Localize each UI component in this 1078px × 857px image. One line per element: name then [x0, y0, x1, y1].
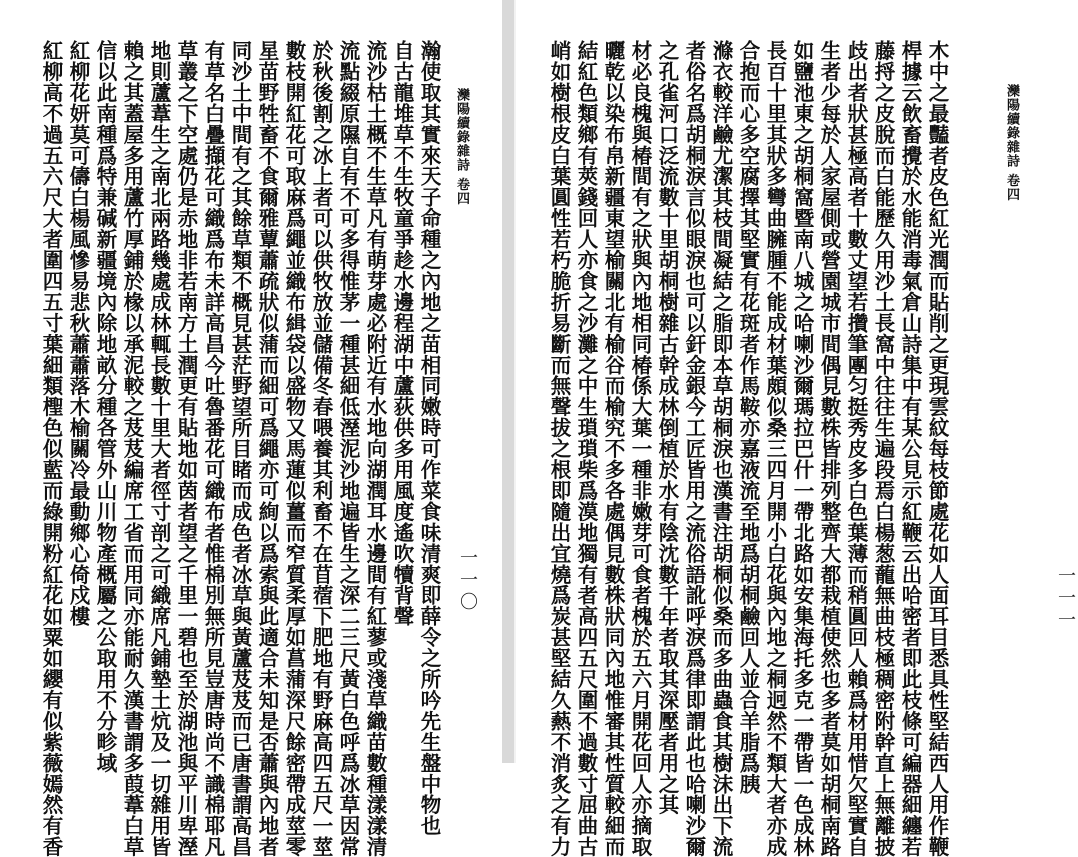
text-column: 紅柳花妍莫可儔白楊風慘易悲秋蕭蕭落木榆關冷最動鄉心倚戍樓: [66, 40, 90, 627]
left-page: [0, 0, 502, 857]
text-column: 生者少每於人家屋側或營園城市間偶見數株皆排列整齊大都栽植使然也多者莫如胡桐南路: [817, 40, 841, 857]
text-column: 曬乾以染布帛新疆東望榆關北有榆谷而榆究不多各處偶見數株狀同內地惟審其性質較細而: [601, 40, 625, 857]
text-column: 材必良槐與椿間有之狀與內地相同椿係大葉一種非嫩芽可食者槐於五六月開花回人亦摘取: [628, 40, 652, 857]
text-column: 有草名白疊擷花可織爲布未詳高昌今吐魯番花可織布者惟棉別無所見豈唐時尚不識棉耶凡: [201, 40, 225, 857]
text-column: 紅柳高不過五六尺大者圍四五寸葉細類檉色似藍而綠開粉紅花如粟如纓有似紫薇嫣然有香: [39, 40, 63, 857]
right-page: [516, 0, 1076, 857]
left-page-text: [38, 40, 442, 857]
text-column: 流點綴原隰自有不可多得惟茅一種甚細低溼泥沙地遍皆生之深二三尺黃白色呼爲冰草因常: [336, 40, 360, 857]
text-column: 地則蘆葦生之南北兩路幾處成林輒長數十里大者徑寸剖之可織席凡鋪墊土炕及一切雜用皆: [147, 40, 171, 857]
text-column: 數枝開紅花可取麻爲繩並織布緝袋以盛物又馬蓮似薑而窄質柔厚如菖蒲深尺餘密帶成莖零: [282, 40, 306, 857]
text-column: 同沙土中間有之其餘草類不概見甚茫野望所目睹而成色者冰草與黃蘆芨芨而已唐書謂高昌: [228, 40, 252, 857]
text-column: 信以此南種爲特兼碱新疆境內除地畝分種各管外山川物產概屬之公取用不分畛域: [93, 40, 117, 774]
text-column: 之孔雀河口泛流數十里胡桐樹雜古幹成林倒植於水有陰沈數千年者取其深壓者用之其: [655, 40, 679, 816]
text-column: 如鹽池東之胡桐窩暨南八城之哈喇沙爾瑪拉巴什一帶北路如安集海托多克一帶皆一色成林: [790, 40, 814, 857]
text-column: 於秋後割之冰上者可以供牧放並儲備冬春喂養其利畜不在苜蓿下肥地有野麻高四五尺一莖: [309, 40, 333, 857]
text-column: 草叢之下空處仍是赤地非若南方土潤更有貼地如茵者望之千里一碧也至於湖池與平川卑溼: [174, 40, 198, 857]
text-column: 星苗野牲畜不食爾雅蕈蕭疏狀似蒲而細可爲繩亦可絢以爲索與此適合未知是否蕭與內地者: [255, 40, 279, 857]
text-column: 流沙枯土概不生草凡有萌芽處必附近有水地向湖潤耳水邊間有紅蓼或淺草織苗數種漾漾清: [363, 40, 387, 857]
page-number: 一一〇: [457, 548, 478, 614]
text-column: 藤捋之皮脫而白能歷久用沙土長窩中往往生遍段焉白楊葱蘢無曲枝極稠密附幹直上無離披: [871, 40, 895, 857]
text-column: 長百十里其狀多彎曲臃腫不能成材葉頗似桑三四月開小白花與內地之桐迥然不類大者亦成: [763, 40, 787, 857]
text-column: 自古龍堆草不生牧童爭趁水邊程湖中蘆荻供多用風度遙吹犢背聲: [390, 40, 414, 627]
right-page-text: [546, 40, 950, 857]
text-column: 者俗名爲胡桐淚言似眼淚也可以釬金銀今工匠皆用之流俗語訛呼淚爲律即謂此也哈喇沙爾: [682, 40, 706, 857]
page-number: 一一一: [1055, 566, 1076, 632]
page-header: 灤陽續錄雜詩 卷四: [1004, 84, 1019, 202]
text-column: 結紅色類鄉有莢錢回人亦食之沙灘之中生瑣瑣柴爲漠地獨有者高四五尺圍不過數寸屈曲古: [574, 40, 598, 857]
text-column: 滌衣較洋鹼尤潔其枝間凝結之脂即本草胡桐淚也漢書注胡桐似桑而多曲蟲食其樹沫出下流: [709, 40, 733, 857]
page-header: 灤陽續錄雜詩 卷四: [454, 88, 469, 206]
text-column: 木中之最豔者皮色紅光潤而貼削之更現雲紋每枝節處花如人面耳目悉具性堅結西人用作鞭: [925, 40, 949, 857]
text-column: 歧出者狀甚極高者十數丈望若攢筆團匀挺秀皮多白色葉薄而稍圓回人賴爲材用惜欠堅實自: [844, 40, 868, 857]
text-column: 合抱而心多空腐擇其堅實有花斑者作馬鞍亦嘉液流至地爲胡桐鹼回人並合羊脂爲胰: [736, 40, 760, 795]
text-column: 桿據云飲畜攪於水能消毒氣倉山詩集中有某公見示紅鞭云出哈密者即此枝條可編器細纏若: [898, 40, 922, 857]
text-column: 賴之其蓋屋多用蘆竹厚鋪於椽以承泥較之芨芨編席工省而用同亦能耐久漢書謂多葭葦白草: [120, 40, 144, 857]
text-column: 峭如樹根皮白葉圓性若朽脆折易斷而無聲拔之根即隨出宜燒爲炭甚堅結久爇不消炙之有力: [547, 40, 571, 857]
text-column: 瀚使取其實來天子命種之內地之苗相同嫩時可作菜食味清爽即薛令之所吟先生盤中物也: [417, 40, 441, 837]
